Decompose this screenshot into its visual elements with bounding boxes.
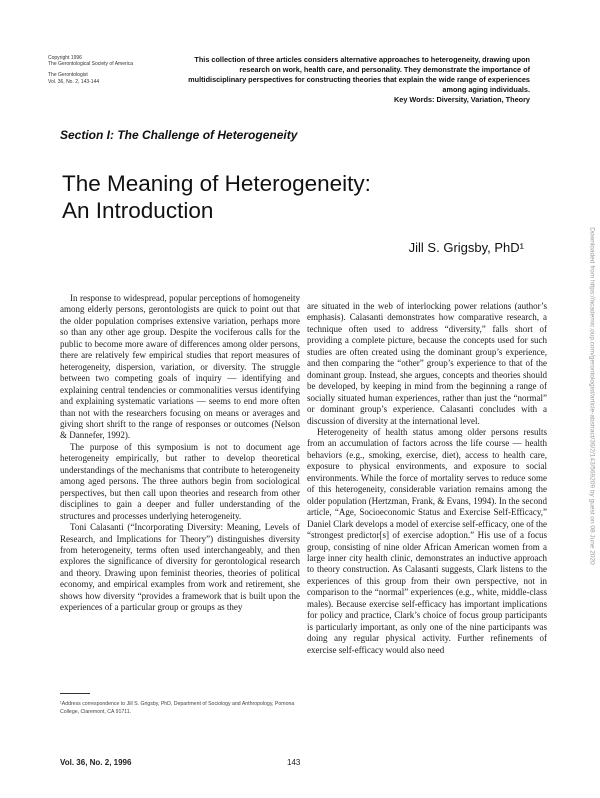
paragraph: Toni Calasanti (“Incorporating Diversity: Meaning, Levels of Research, and Implications for Theory”) distinguishes diversity from heterogeneity, terms often used interchangeably, and then explores the significance of diversity for gerontological research and theory. Drawing upon feminist theories, theories of political economy, and empirical examples from work and retirement, she shows how diversity “provides a framework that is built upon the experiences of a particular group or groups as they — [60, 522, 300, 613]
article-title — [62, 170, 371, 224]
paragraph: The purpose of this symposium is not to document age heterogeneity empirically, but rather to develop theoretical understandings of the mechanisms that contribute to heterogeneity among aged persons. The three authors begin from sociological perspectives, but then call upon theories and research from other disciplines to gain a deeper and fuller understanding of the structures and processes underlying heterogeneity. — [60, 441, 300, 521]
download-watermark: Downloaded from https://academic.oup.com/gerontologist/article-abstract/36/2/143/569209 by guest on 08 June 2020 — [588, 227, 596, 565]
footnote: ¹Address correspondence to Jill S. Grigsby, PhD, Department of Sociology and Anthropology, Pomona College, Claremont, CA 91711. — [60, 701, 295, 715]
copyright-line: The Gerontological Society of America — [48, 61, 134, 68]
abstract-text: This collection of three articles considers alternative approaches to heterogeneity, drawing upon research on work, health care, and personality. They demonstrate the importance of multidisciplinary perspectives for constructing theories that explain the wide range of experiences among aging individuals. — [188, 55, 530, 94]
page-number: 143 — [287, 758, 301, 767]
journal-issue: Vol. 36, No. 2, 1996 — [60, 758, 132, 767]
paragraph: In response to widespread, popular perceptions of homogeneity among elderly persons, gerontologists are quick to point out that the older population comprises extensive variation, perhaps more so than any other age group. Despite the vociferous calls for the public to become more aware of differences among older persons, there are relatively few empirical studies that report measures of heterogeneity, dispersion, variation, or diversity. The struggle between two competing goals of inquiry — identifying and explaining central tendencies or commonalities versus identifying and explaining systematic variations — seems to end more often than not with the researchers focusing on means or averages and giving short shrift to the range of responses or outcomes (Nelson & Dannefer, 1992). — [60, 293, 300, 441]
copyright-line: Vol. 36, No. 2, 143-144 — [48, 78, 100, 85]
section-heading: Section I: The Challenge of Heterogeneity — [60, 128, 298, 142]
footnote-rule — [60, 693, 90, 694]
right-column — [307, 301, 547, 656]
title-line-2: An Introduction — [62, 198, 214, 223]
paragraph: are situated in the web of interlocking power relations (author’s emphasis). Calasanti demonstrates how comparative research, a technique often used to address “diversity,” falls short of providing a complete picture, because the concepts used for such studies are often created using the dominant group’s experience, and then comparing the “other” group’s experience to that of the dominant group. Instead, she argues, concepts and theories should be developed, by keeping in mind from the beginning a range of socially situated human experiences, rather than just the “normal” or dominant group’s experience. Calasanti concludes with a discussion of diversity at the international level. — [307, 301, 547, 426]
abstract-block — [186, 55, 530, 105]
copyright-line: Copyright 1996 — [48, 55, 82, 61]
title-line-1: The Meaning of Heterogeneity: — [62, 171, 371, 196]
copyright-line: The Gerontologist — [48, 72, 88, 79]
copyright-block — [48, 55, 133, 85]
author-name: Jill S. Grigsby, PhD¹ — [408, 240, 524, 255]
key-words: Key Words: Diversity, Variation, Theory — [394, 95, 530, 104]
paragraph: Heterogeneity of health status among older persons results from an accumulation of factors across the life course — health behaviors (e.g., smoking, exercise, diet), access to health care, exposure to physical environments, and exposure to social environments. While the force of mortality serves to reduce some of this heterogeneity, considerable variation remains among the older population (Hertzman, Frank, & Evans, 1994). In the second article, “Age, Socioeconomic Status and Exercise Self-Efficacy,” Daniel Clark develops a model of exercise self-efficacy, one of the “strongest predictor[s] of exercise adoption.” His use of a focus group, consisting of nine older African American women from a large inner city health clinic, demonstrates an inductive approach to theory construction. As Calasanti suggests, Clark listens to the experiences of this group from their own perspective, not in comparison to the “normal” experiences (e.g., white, middle-class males). Because exercise self-efficacy has important implications for policy and practice, Clark’s choice of focus group participants is particularly important, as only one of the nine participants was doing any regular physical activity. Further refinements of exercise self-efficacy would also need — [307, 426, 547, 655]
left-column — [60, 293, 300, 614]
